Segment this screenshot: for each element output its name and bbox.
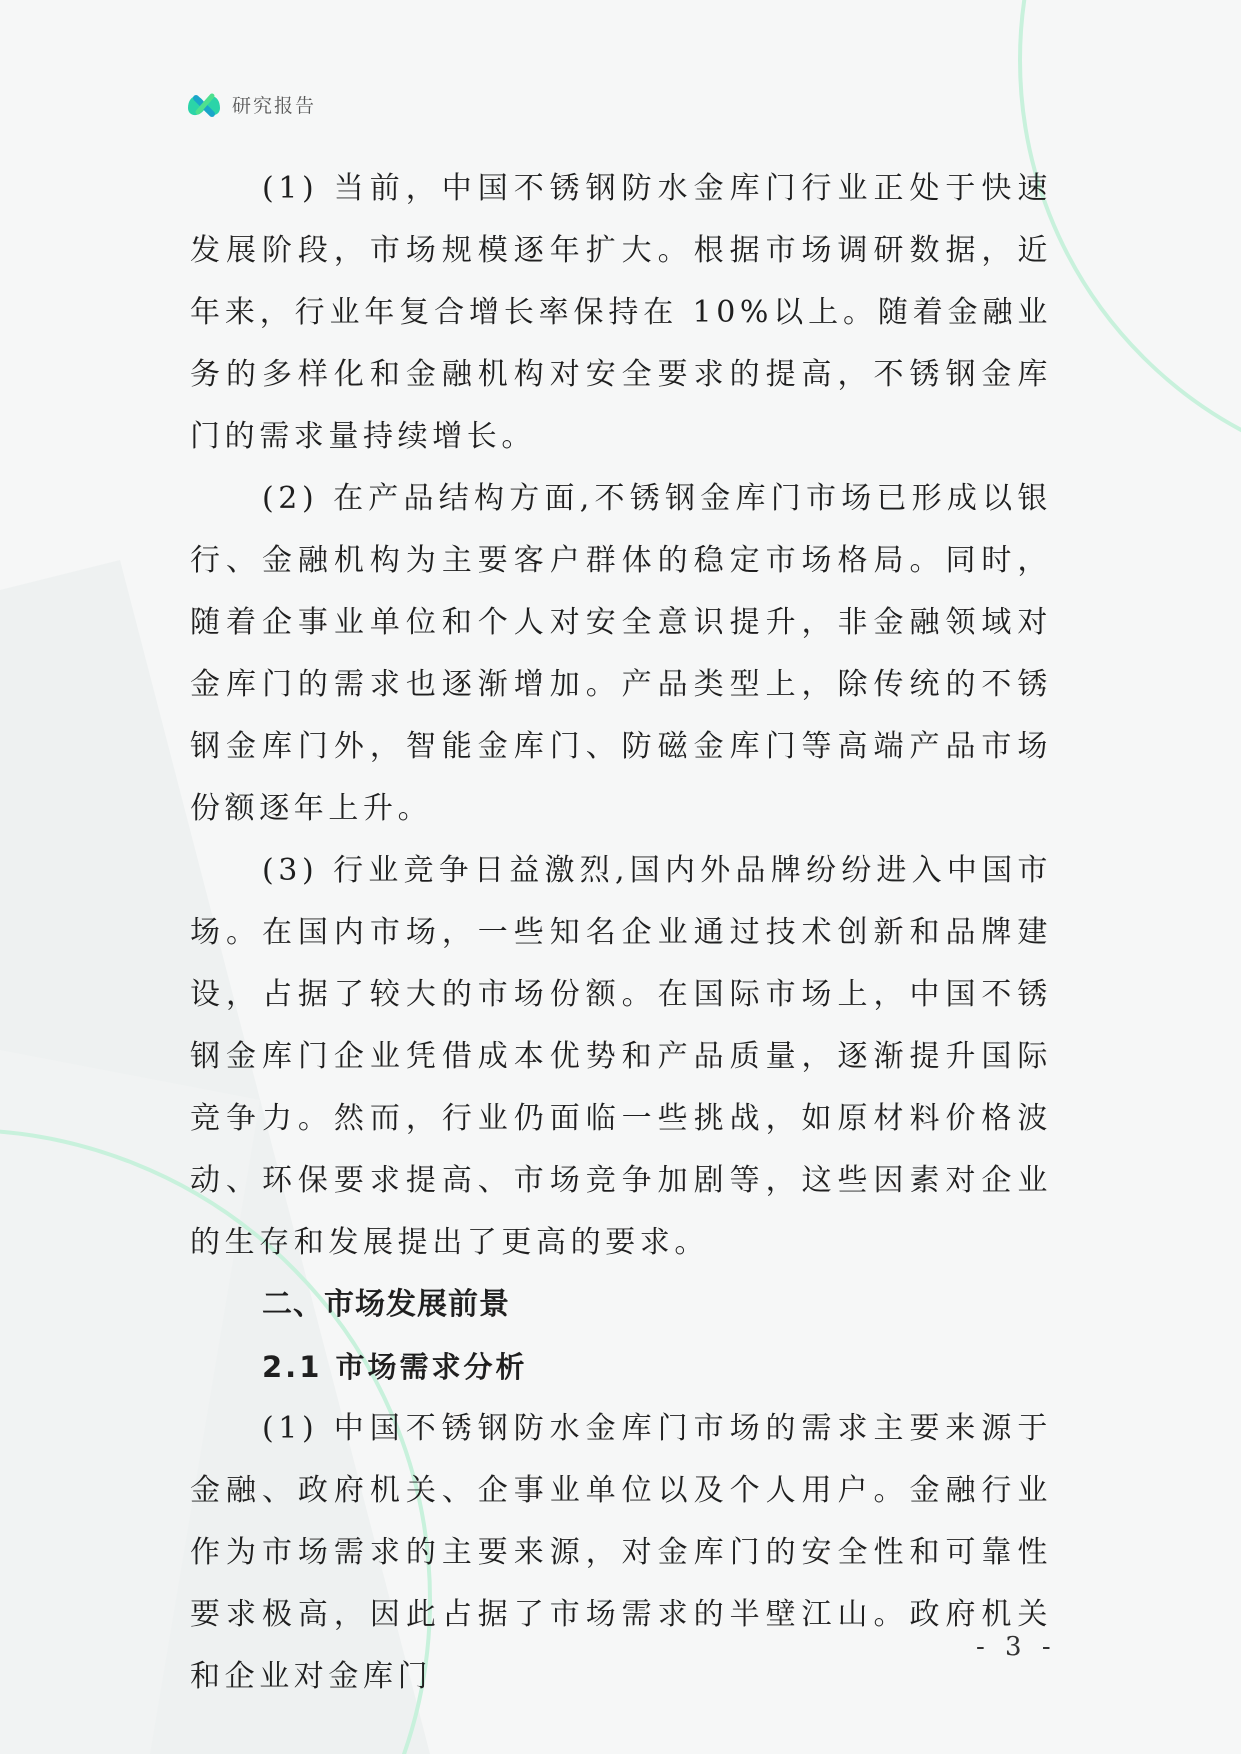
header-title: 研究报告 xyxy=(232,94,317,117)
paragraph-4: (1) 中国不锈钢防水金库门市场的需求主要来源于金融、政府机关、企事业单位以及个人用户。金融行业作为市场需求的主要来源，对金库门的安全性和可靠性要求极高，因此占据了市场需求的半壁江山。政府机关和企业对金库门 xyxy=(190,1411,1052,1694)
paragraph-2: (2) 在产品结构方面,不锈钢金库门市场已形成以银行、金融机构为主要客户群体的稳定市场格局。同时，随着企事业单位和个人对安全意识提升，非金融领域对金库门的需求也逐渐增加。产品类型上，除传统的不锈钢金库门外，智能金库门、防磁金库门等高端产品市场份额逐年上升。 xyxy=(190,481,1052,826)
paragraph-3: (3) 行业竞争日益激烈,国内外品牌纷纷进入中国市场。在国内市场，一些知名企业通过技术创新和品牌建设，占据了较大的市场份额。在国际市场上，中国不锈钢金库门企业凭借成本优势和产品质量，逐渐提升国际竞争力。然而，行业仍面临一些挑战，如原材料价格波动、环保要求提高、市场竞争加剧等，这些因素对企业的生存和发展提出了更高的要求。 xyxy=(190,853,1052,1260)
paragraph-1: (1) 当前，中国不锈钢防水金库门行业正处于快速发展阶段，市场规模逐年扩大。根据市场调研数据，近年来，行业年复合增长率保持在 10%以上。随着金融业务的多样化和金融机构对安全要求的提高，不锈钢金库门的需求量持续增长。 xyxy=(190,171,1052,454)
report-logo-icon xyxy=(186,88,222,120)
page-header xyxy=(186,88,316,120)
page-number: - 3 - xyxy=(976,1632,1057,1662)
section-heading: 二、市场发展前景 xyxy=(262,1287,510,1322)
document-body xyxy=(190,158,1052,1708)
section-subheading: 2.1 市场需求分析 xyxy=(262,1350,528,1384)
